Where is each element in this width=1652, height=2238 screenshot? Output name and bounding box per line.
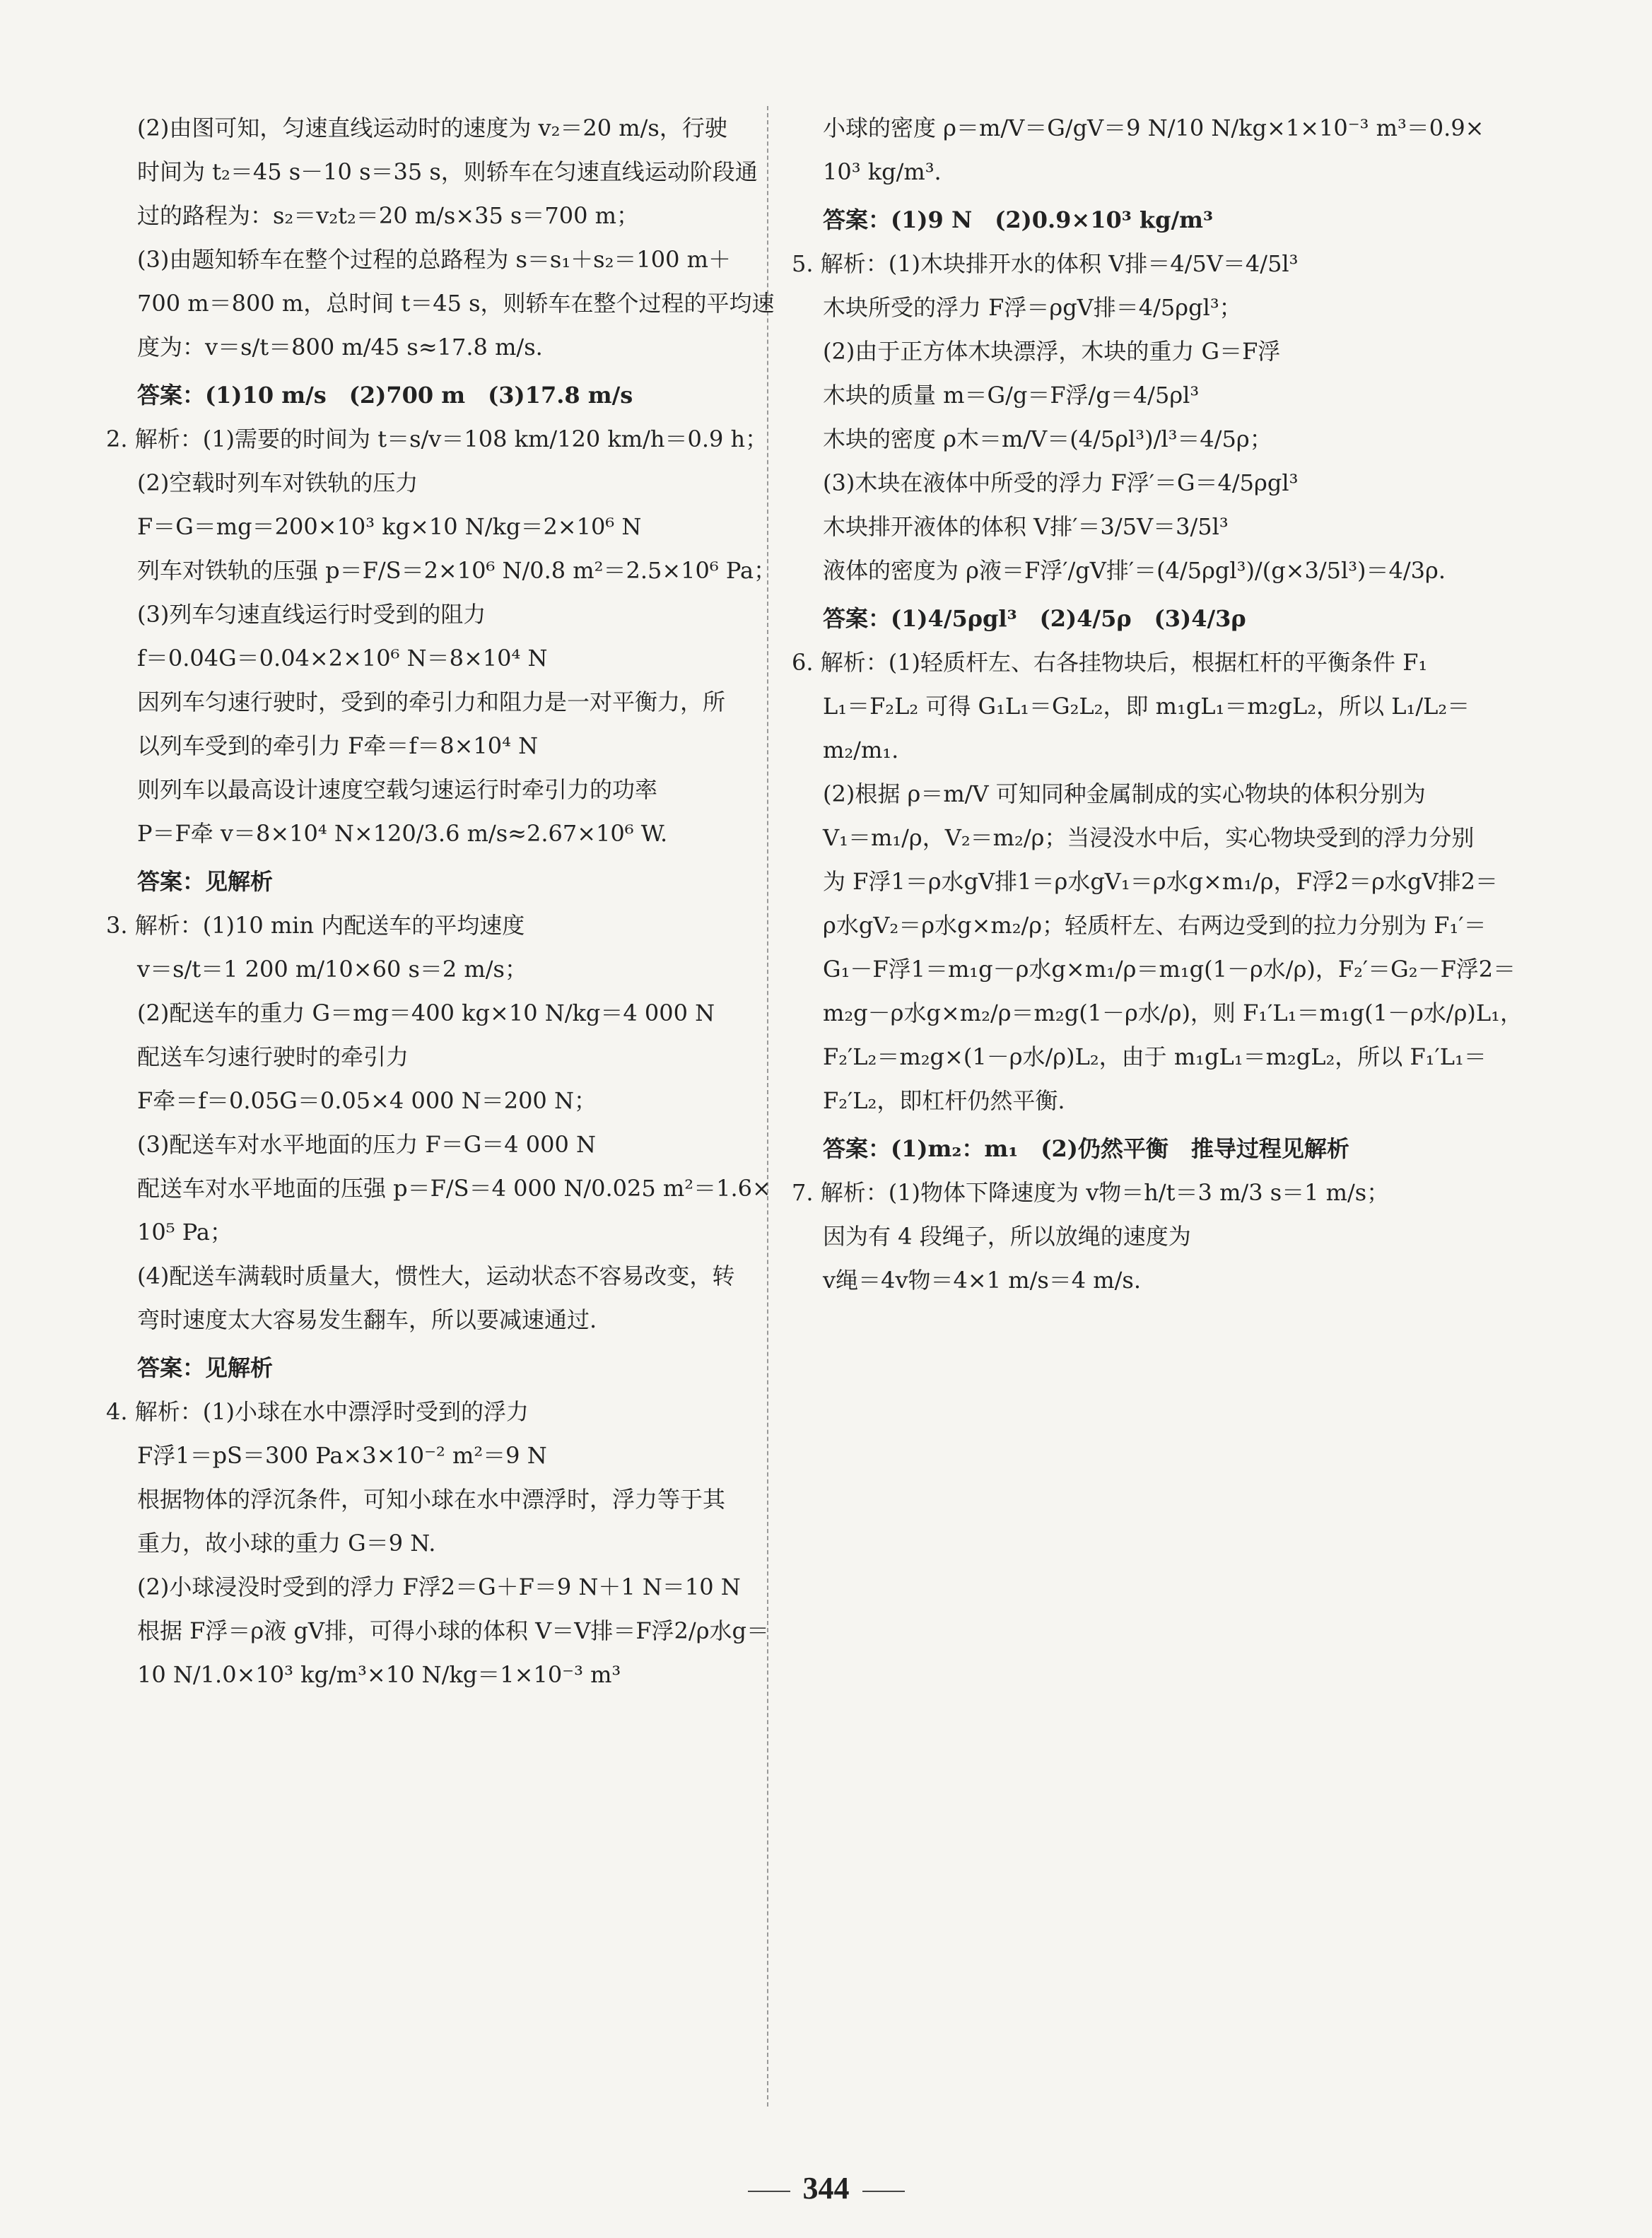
text-line: 因为有 4 段绳子，所以放绳的速度为 [823, 1223, 1191, 1250]
text-line: 7. 解析：(1)物体下降速度为 v物＝h/t＝3 m/3 s＝1 m/s； [792, 1179, 1390, 1206]
text-line: (2)根据 ρ＝m/V 可知同种金属制成的实心物块的体积分别为 [823, 780, 1426, 807]
text-line: 10⁵ Pa； [137, 1219, 233, 1246]
text-line: F₂′L₂，即杠杆仍然平衡. [823, 1087, 1065, 1114]
text-line: 木块所受的浮力 F浮＝ρgV排＝4/5ρgl³； [823, 294, 1242, 321]
text-line: 因列车匀速行驶时，受到的牵引力和阻力是一对平衡力，所 [137, 689, 726, 715]
text-line: (4)配送车满载时质量大，惯性大，运动状态不容易改变，转 [137, 1262, 735, 1289]
text-line: f＝0.04G＝0.04×2×10⁶ N＝8×10⁴ N [137, 645, 548, 672]
page-number: 344 [0, 2170, 1652, 2206]
text-line: m₂/m₁. [823, 737, 899, 763]
text-line: 时间为 t₂＝45 s－10 s＝35 s，则轿车在匀速直线运动阶段通 [137, 158, 758, 185]
text-line: (2)空载时列车对铁轨的压力 [137, 469, 418, 496]
column-divider [767, 106, 768, 2107]
text-line: 2. 解析：(1)需要的时间为 t＝s/v＝108 km/120 km/h＝0.9 h； [106, 426, 768, 452]
text-line: m₂g－ρ水g×m₂/ρ＝m₂g(1－ρ水/ρ)，则 F₁′L₁＝m₁g(1－ρ水/ρ)L₁， [823, 1000, 1523, 1026]
text-line: 10³ kg/m³. [823, 158, 942, 185]
text-line: (3)配送车对水平地面的压力 F＝G＝4 000 N [137, 1131, 597, 1158]
text-line: (2)小球浸没时受到的浮力 F浮2＝G＋F＝9 N＋1 N＝10 N [137, 1574, 741, 1600]
text-line: 以列车受到的牵引力 F牵＝f＝8×10⁴ N [137, 732, 539, 759]
text-line: L₁＝F₂L₂ 可得 G₁L₁＝G₂L₂，即 m₁gL₁＝m₂gL₂，所以 L₁/L₂＝ [823, 693, 1470, 720]
text-line: 列车对铁轨的压强 p＝F/S＝2×10⁶ N/0.8 m²＝2.5×10⁶ Pa； [137, 557, 777, 584]
text-line: 根据 F浮＝ρ液 gV排，可得小球的体积 V＝V排＝F浮2/ρ水g＝ [137, 1617, 769, 1644]
text-line: 700 m＝800 m，总时间 t＝45 s，则轿车在整个过程的平均速 [137, 290, 775, 317]
text-line: (2)由于正方体木块漂浮，木块的重力 G＝F浮 [823, 338, 1281, 365]
text-line: 木块排开液体的体积 V排′＝3/5V＝3/5l³ [823, 513, 1229, 540]
answer-line: 答案：见解析 [137, 868, 274, 895]
text-line: ρ水gV₂＝ρ水g×m₂/ρ；轻质杆左、右两边受到的拉力分别为 F₁′＝ [823, 912, 1487, 939]
text-line: 3. 解析：(1)10 min 内配送车的平均速度 [106, 912, 525, 939]
text-line: F＝G＝mg＝200×10³ kg×10 N/kg＝2×10⁶ N [137, 513, 642, 540]
text-line: 10 N/1.0×10³ kg/m³×10 N/kg＝1×10⁻³ m³ [137, 1661, 621, 1688]
answer-line: 答案：(1)4/5ρgl³ (2)4/5ρ (3)4/3ρ [823, 605, 1246, 632]
text-line: F牵＝f＝0.05G＝0.05×4 000 N＝200 N； [137, 1087, 597, 1114]
text-line: 过的路程为：s₂＝v₂t₂＝20 m/s×35 s＝700 m； [137, 202, 640, 229]
text-line: v＝s/t＝1 200 m/10×60 s＝2 m/s； [137, 956, 527, 983]
text-line: 6. 解析：(1)轻质杆左、右各挂物块后，根据杠杆的平衡条件 F₁ [792, 649, 1428, 676]
text-line: 配送车对水平地面的压强 p＝F/S＝4 000 N/0.025 m²＝1.6× [137, 1175, 771, 1202]
text-line: 4. 解析：(1)小球在水中漂浮时受到的浮力 [106, 1398, 529, 1425]
text-line: 木块的密度 ρ木＝m/V＝(4/5ρl³)/l³＝4/5ρ； [823, 426, 1272, 452]
answer-line: 答案：(1)m₂：m₁ (2)仍然平衡 推导过程见解析 [823, 1135, 1349, 1162]
text-line: 为 F浮1＝ρ水gV排1＝ρ水gV₁＝ρ水g×m₁/ρ，F浮2＝ρ水gV排2＝ [823, 868, 1498, 895]
text-line: 重力，故小球的重力 G＝9 N. [137, 1530, 436, 1557]
text-line: 度为：v＝s/t＝800 m/45 s≈17.8 m/s. [137, 334, 543, 361]
text-line: P＝F牵 v＝8×10⁴ N×120/3.6 m/s≈2.67×10⁶ W. [137, 820, 668, 847]
text-line: (2)配送车的重力 G＝mg＝400 kg×10 N/kg＝4 000 N [137, 1000, 715, 1026]
text-line: v绳＝4v物＝4×1 m/s＝4 m/s. [823, 1267, 1142, 1294]
text-line: V₁＝m₁/ρ，V₂＝m₂/ρ；当浸没水中后，实心物块受到的浮力分别 [823, 824, 1475, 851]
left-column [106, 106, 777, 1697]
text-line: 则列车以最高设计速度空载匀速运行时牵引力的功率 [137, 776, 658, 803]
answer-line: 答案：(1)9 N (2)0.9×10³ kg/m³ [823, 206, 1214, 233]
text-line: 5. 解析：(1)木块排开水的体积 V排＝4/5V＝4/5l³ [792, 250, 1299, 277]
answer-line: 答案：见解析 [137, 1354, 274, 1381]
text-line: F浮1＝pS＝300 Pa×3×10⁻² m²＝9 N [137, 1442, 547, 1469]
text-line: 配送车匀速行驶时的牵引力 [137, 1043, 409, 1070]
text-line: 根据物体的浮沉条件，可知小球在水中漂浮时，浮力等于其 [137, 1486, 726, 1513]
text-line: 弯时速度太大容易发生翻车，所以要减速通过. [137, 1306, 597, 1333]
answer-line: 答案：(1)10 m/s (2)700 m (3)17.8 m/s [137, 382, 633, 409]
right-column [792, 106, 1523, 1302]
text-line: (3)由题知轿车在整个过程的总路程为 s＝s₁＋s₂＝100 m＋ [137, 246, 732, 273]
text-line: (2)由图可知，匀速直线运动时的速度为 v₂＝20 m/s，行驶 [137, 115, 727, 141]
text-line: 木块的质量 m＝G/g＝F浮/g＝4/5ρl³ [823, 382, 1200, 409]
text-line: (3)木块在液体中所受的浮力 F浮′＝G＝4/5ρgl³ [823, 469, 1299, 496]
text-line: (3)列车匀速直线运行时受到的阻力 [137, 601, 486, 628]
text-line: F₂′L₂＝m₂g×(1－ρ水/ρ)L₂，由于 m₁gL₁＝m₂gL₂，所以 F₁′L₁＝ [823, 1043, 1487, 1070]
text-line: G₁－F浮1＝m₁g－ρ水g×m₁/ρ＝m₁g(1－ρ水/ρ)，F₂′＝G₂－F浮2＝ [823, 956, 1516, 983]
text-line: 液体的密度为 ρ液＝F浮′/gV排′＝(4/5ρgl³)/(g×3/5l³)＝4/3ρ. [823, 557, 1446, 584]
text-line: 小球的密度 ρ＝m/V＝G/gV＝9 N/10 N/kg×1×10⁻³ m³＝0.9× [823, 115, 1484, 141]
